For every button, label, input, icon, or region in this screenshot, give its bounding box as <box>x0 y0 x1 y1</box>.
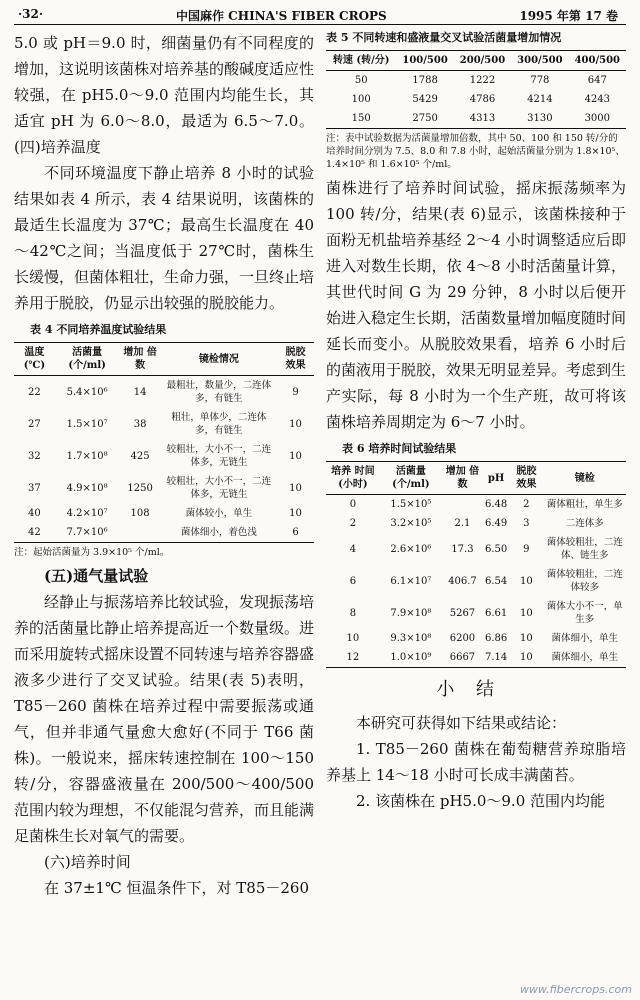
t4-cell: 4.2×10⁷ <box>66 508 108 519</box>
t6-cell: 菌体粗壮，单生多 <box>546 499 623 510</box>
table-row <box>326 648 626 668</box>
t5-cell: 100 <box>351 94 371 105</box>
page-number: ·32· <box>18 7 44 21</box>
t4-cell: 4.9×10⁸ <box>66 482 108 494</box>
t6-cell: 2.6×10⁶ <box>390 543 432 555</box>
t6-cell: 2.1 <box>454 518 471 529</box>
t6-cell: 10 <box>520 575 533 587</box>
paragraph-time-start: 在 37±1℃ 恒温条件下，对 T85－260 <box>44 879 310 897</box>
t4-cell: 425 <box>130 450 150 462</box>
t4-header-cell: 脱胶 效果 <box>285 347 306 371</box>
t5-cell: 1788 <box>412 75 438 86</box>
t4-cell: 1.5×10⁷ <box>66 418 108 430</box>
t4-cell <box>119 523 160 543</box>
table-row <box>326 533 626 565</box>
table-row <box>326 565 626 597</box>
watermark: www.fibercrops.com <box>519 983 632 996</box>
t4-cell: 5.4×10⁶ <box>66 386 108 398</box>
t6-cell: 6.50 <box>484 543 508 555</box>
t4-cell: 42 <box>28 527 41 538</box>
t6-cell: 10 <box>346 633 360 644</box>
t6-cell: 10 <box>520 633 533 644</box>
table5 <box>326 50 626 129</box>
t6-cell: 3 <box>523 518 530 529</box>
table-row <box>14 440 314 472</box>
table5-caption: 表 5 不同转速和盛液量交叉试验活菌量增加情况 <box>326 31 562 44</box>
t4-cell: 较粗壮，大小不一，二连体多，无链生 <box>166 476 272 500</box>
summary-item-2: 2. 该菌株在 pH5.0～9.0 范围内均能 <box>356 792 606 810</box>
t4-cell: 10 <box>289 508 302 519</box>
t6-cell: 6.54 <box>484 575 508 587</box>
t4-header-cell: 活菌量 (个/ml) <box>68 347 106 371</box>
t6-cell: 17.3 <box>451 543 474 555</box>
t4-cell: 粗壮，单体少，二连体多，有链生 <box>171 412 267 436</box>
t4-cell: 38 <box>133 418 147 430</box>
t6-cell: 6667 <box>449 652 476 663</box>
t4-cell: 10 <box>289 418 302 430</box>
t5-header-cell: 400/500 <box>574 55 620 66</box>
t4-cell: 6 <box>292 527 299 538</box>
t4-cell: 菌体细小，着色浅 <box>180 527 257 538</box>
t4-cell: 7.7×10⁶ <box>66 527 108 538</box>
header-rule <box>14 24 626 25</box>
t5-cell: 647 <box>587 75 607 86</box>
t5-cell: 778 <box>530 75 550 86</box>
t6-cell: 6.49 <box>484 518 508 529</box>
table-row <box>326 90 626 109</box>
table-row <box>326 629 626 648</box>
t6-cell: 菌体细小，单生 <box>551 652 618 663</box>
table6 <box>326 461 626 668</box>
t6-cell: 2 <box>349 518 357 529</box>
t6-cell: 菌体较粗壮，二连体、链生多 <box>546 537 623 561</box>
table-row <box>14 376 314 409</box>
table4-note: 注：起始活菌量为 3.9×10⁵ 个/ml。 <box>14 547 170 558</box>
t6-cell: 10 <box>520 607 533 619</box>
table-row <box>14 523 314 543</box>
section-time: (六)培养时间 <box>44 853 131 871</box>
table4 <box>14 342 314 543</box>
t4-cell: 较粗壮，大小不一，二连体多，无链生 <box>166 444 272 468</box>
t6-cell: 406.7 <box>448 575 477 587</box>
t6-cell <box>442 495 483 515</box>
t5-cell: 4243 <box>584 94 611 105</box>
t6-header-cell: 培养 时间 (小时) <box>331 466 375 490</box>
paragraph-aeration: 经静止与振荡培养比较试验，发现振荡培养的活菌量比静止培养提高近一个数量级。进而采用旋转式摇床设置不同转速与培养容器盛液多少进行了交叉试验。结果(表 5)表明，T85－260 菌株在培养过程中需要振荡或通气，但并非通气量愈大愈好(不同于 T66 菌株)。一般说来，摇床转速控制在 100～150 转/分，容器盛液量在 200/500～400/500 范围内较为理想，不仅能混匀营养，而且能满足菌株生长对氧气的需要。 <box>14 593 315 845</box>
table-row <box>14 504 314 523</box>
t4-header-cell: 镜检情况 <box>198 353 239 365</box>
issue-info: 1995 年第 17 卷 <box>519 9 618 23</box>
paragraph-temperature: 不同环境温度下静止培养 8 小时的试验结果如表 4 所示，表 4 结果说明，该菌株的最适生长温度为 37℃；最高生长温度在 40～42℃之间；当温度低于 27℃时，菌株生长缓慢，但菌体粗壮，生命力强，一旦终止培养用于脱胶，仍显示出较强的脱胶能力。 <box>14 164 315 312</box>
t4-cell: 40 <box>28 508 41 519</box>
t4-cell: 10 <box>289 450 302 462</box>
table-row <box>326 495 626 515</box>
t5-header-cell: 300/500 <box>517 55 563 66</box>
t6-cell: 9.3×10⁸ <box>390 633 432 644</box>
t5-cell: 150 <box>351 113 371 124</box>
t4-cell: 1.7×10⁸ <box>66 450 108 462</box>
t6-cell: 10 <box>520 652 533 663</box>
t6-cell: 6.61 <box>484 607 508 619</box>
table6-caption: 表 6 培养时间试验结果 <box>342 442 457 455</box>
table4-caption: 表 4 不同培养温度试验结果 <box>30 323 167 336</box>
paragraph-ph: 5.0 或 pH＝9.0 时，细菌量仍有不同程度的增加，这说明该菌株对培养基的酸碱度适应性较强，在 pH5.0～9.0 范围内均能生长，其适宜 pH 为 6.0～8.0，最适为 6.5～7.0。(四)培养温度 <box>14 34 315 156</box>
t5-cell: 4214 <box>527 94 553 105</box>
t6-cell: 7.14 <box>484 652 508 663</box>
page-header <box>0 0 640 26</box>
t6-cell: 4 <box>349 543 357 555</box>
table5-note: 注：表中试验数据为活菌量增加倍数，其中 50、100 和 150 转/分的培养时间分别为 7.5、8.0 和 7.8 小时，起始活菌量分别为 1.8×10⁵、1.4×10⁵ 和 1.6×10⁵ 个/ml。 <box>326 133 625 170</box>
journal-title: 中国麻作 CHINA'S FIBER CROPS <box>176 9 387 23</box>
t5-cell: 3000 <box>584 113 611 124</box>
t4-cell: 108 <box>130 508 150 519</box>
right-column <box>326 30 626 814</box>
summary-title: 小结 <box>436 679 516 700</box>
t6-cell: 6 <box>349 575 357 587</box>
t6-cell: 5267 <box>449 607 476 619</box>
t5-cell: 4786 <box>469 94 496 105</box>
t5-header-cell: 200/500 <box>459 55 506 66</box>
t6-cell: 3.2×10⁵ <box>390 518 432 529</box>
t6-cell: 6.86 <box>484 633 508 644</box>
t4-cell: 32 <box>28 450 41 462</box>
t4-cell: 27 <box>28 418 41 430</box>
section-aeration: (五)通气量试验 <box>44 567 149 585</box>
left-column <box>14 30 314 901</box>
t6-cell: 1.5×10⁵ <box>390 499 432 510</box>
table-row <box>326 71 626 91</box>
summary-intro: 本研究可获得如下结果或结论： <box>356 714 567 732</box>
t6-header-cell: 脱胶 效果 <box>516 466 537 490</box>
t6-header-cell: 镜检 <box>574 472 595 484</box>
t6-cell: 1.0×10⁹ <box>390 652 432 663</box>
t6-cell: 8 <box>349 607 357 619</box>
table-row <box>326 109 626 129</box>
t6-cell: 0 <box>349 499 357 510</box>
t6-header-cell: 增加 倍数 <box>445 466 480 490</box>
t6-cell: 2 <box>523 499 530 510</box>
t4-header-cell: 增加 倍数 <box>123 347 157 371</box>
t4-cell: 1250 <box>127 482 153 494</box>
t5-header-cell: 100/500 <box>402 55 448 66</box>
t5-cell: 3130 <box>527 113 553 124</box>
t6-header-cell: pH <box>487 472 505 484</box>
t6-cell: 菌体细小，单生 <box>551 633 618 644</box>
t5-cell: 50 <box>354 75 368 86</box>
t5-cell: 1222 <box>469 75 496 86</box>
table-row <box>14 408 314 440</box>
t6-cell: 7.9×10⁸ <box>390 607 432 619</box>
t6-cell: 6200 <box>449 633 476 644</box>
table-row <box>14 472 314 504</box>
t6-cell: 二连体多 <box>565 518 604 529</box>
t4-cell: 22 <box>28 386 41 398</box>
t4-cell: 最粗壮，数量少，二连体多，有链生 <box>166 380 272 404</box>
paragraph-time-result: 菌株进行了培养时间试验，摇床振荡频率为 100 转/分，结果(表 6)显示，该菌株接种于面粉无机盐培养基经 2～4 小时调整适应后即进入对数生长期，依 4～8 小时活菌量计算，其世代时间 G 为 29 分钟，8 小时以后便开始进入稳定生长期，活菌数量增加幅度随时间延长而变小。从脱胶效果看，培养 6 小时后的菌液用于脱胶，效果无明显差异。考虑到生产实际，每 8 小时为一个生产班，故可将该菌株培养周期定为 6～7 小时。 <box>326 179 627 431</box>
t4-cell: 10 <box>289 482 302 494</box>
table-row <box>326 514 626 533</box>
t6-cell: 菌体较粗壮，二连体较多 <box>546 569 623 593</box>
t6-header-cell: 活菌量 (个/ml) <box>392 466 430 490</box>
t6-cell: 菌体大小不一，单生多 <box>546 601 623 625</box>
t6-cell: 9 <box>523 543 530 555</box>
t6-cell: 6.1×10⁷ <box>390 575 432 587</box>
t6-cell: 6.48 <box>484 499 508 510</box>
table-row <box>326 597 626 629</box>
t5-cell: 4313 <box>469 113 496 124</box>
t4-header-cell: 温度 (℃) <box>23 347 46 371</box>
t5-cell: 5429 <box>412 94 438 105</box>
t4-cell: 14 <box>133 386 147 398</box>
t4-cell: 菌体较小，单生 <box>185 508 253 519</box>
summary-item-1: 1. T85－260 菌株在葡萄糖营养琼脂培养基上 14～18 小时可长成丰满菌苔。 <box>326 740 626 784</box>
t4-cell: 9 <box>292 386 299 398</box>
t5-header-cell: 转速 (转/分) <box>332 55 390 66</box>
t4-cell: 37 <box>28 482 41 494</box>
t6-cell: 12 <box>346 652 360 663</box>
t5-cell: 2750 <box>412 113 438 124</box>
